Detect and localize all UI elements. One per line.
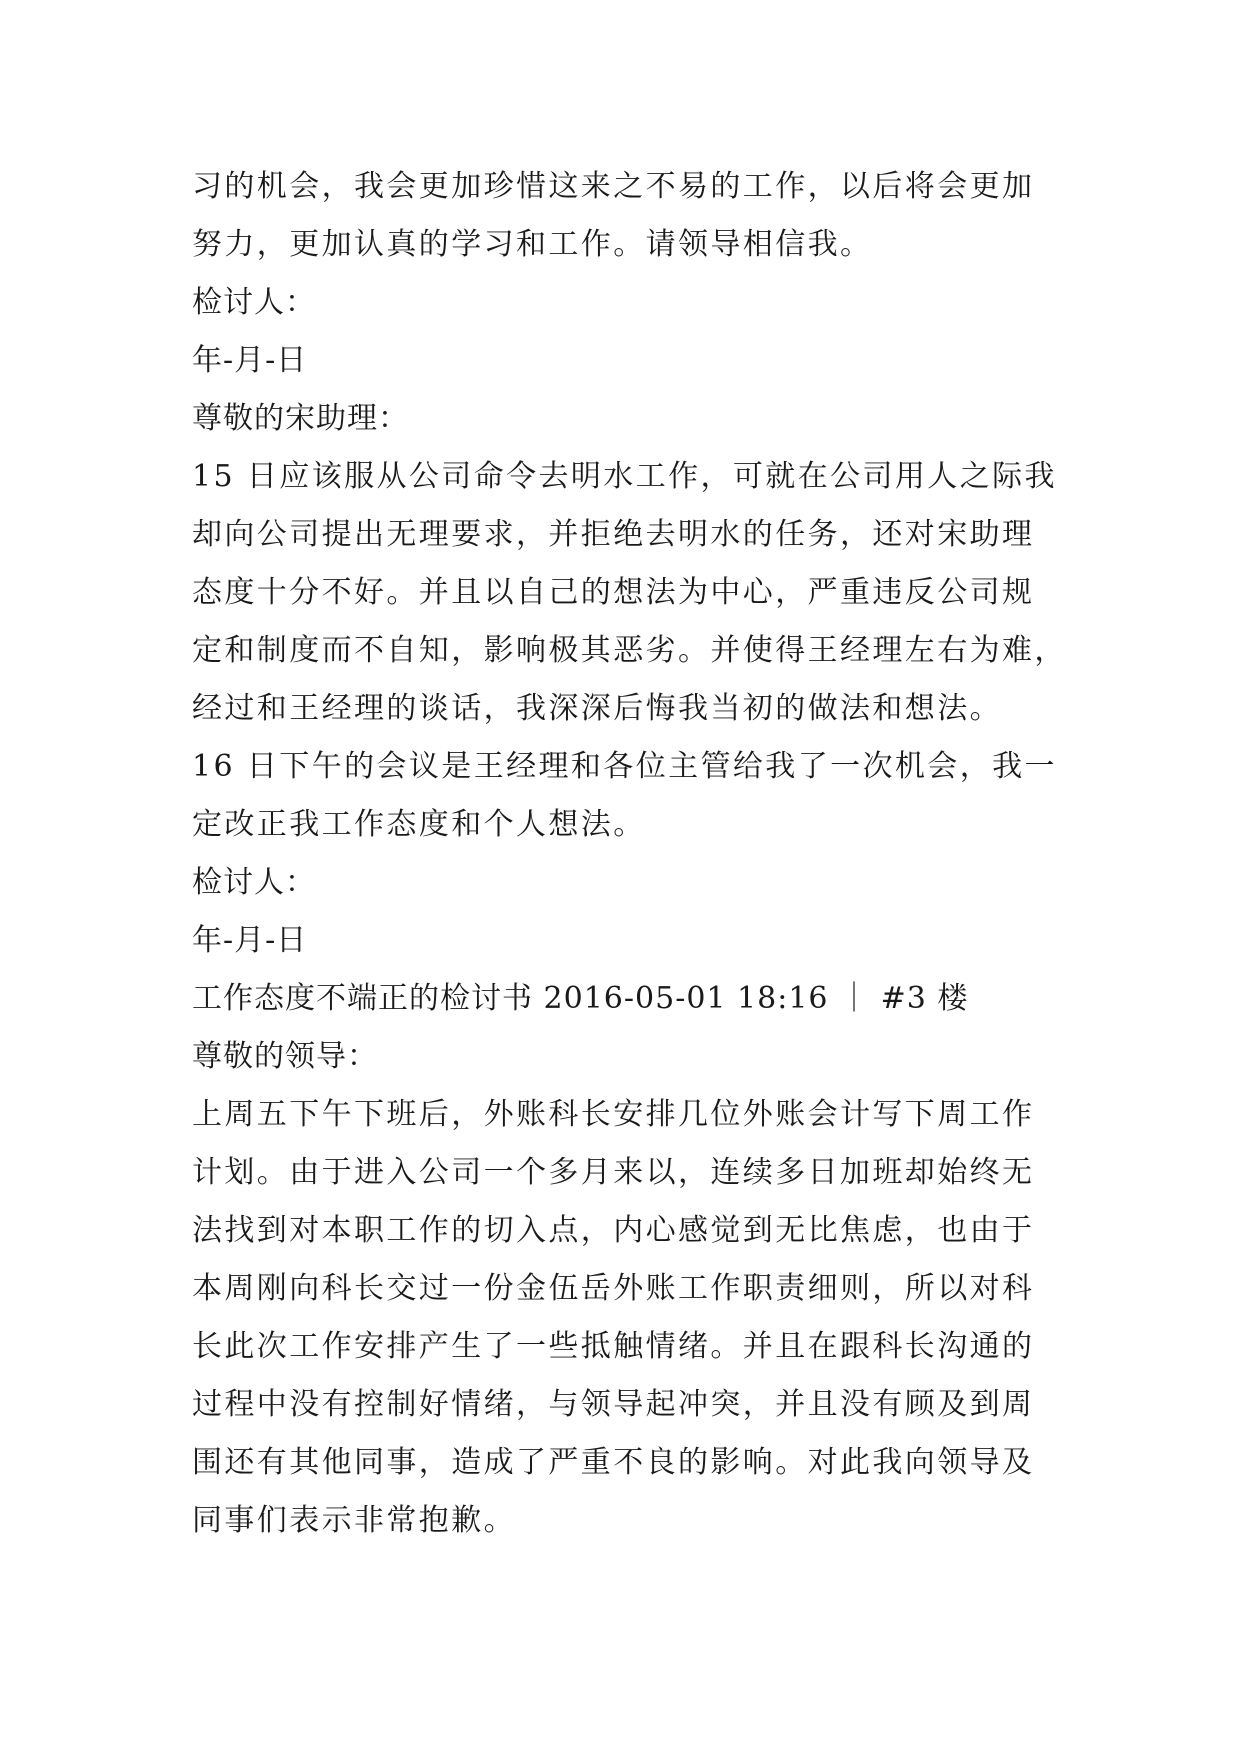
text-line: 努力，更加认真的学习和工作。请领导相信我。 [192, 227, 873, 262]
salutation: 尊敬的领导： [192, 1039, 378, 1074]
date-placeholder: 年-月-日 [192, 923, 308, 958]
text-line: 定改正我工作态度和个人想法。 [192, 807, 646, 842]
signature-label: 检讨人： [192, 285, 316, 320]
text-line: 上周五下午下班后，外账科长安排几位外账会计写下周工作 [192, 1097, 1035, 1132]
text-line: 长此次工作安排产生了一些抵触情绪。并且在跟科长沟通的 [192, 1329, 1035, 1364]
signature-label: 检讨人： [192, 865, 316, 900]
section-heading: 工作态度不端正的检讨书 2016-05-01 18:16 ｜ #3 楼 [192, 981, 969, 1016]
text-line: 经过和王经理的谈话，我深深后悔我当初的做法和想法。 [192, 691, 1002, 726]
text-line: 同事们表示非常抱歉。 [192, 1503, 516, 1538]
text-line: 法找到对本职工作的切入点，内心感觉到无比焦虑，也由于 [192, 1213, 1035, 1248]
text-line: 定和制度而不自知，影响极其恶劣。并使得王经理左右为难， [192, 633, 1067, 668]
date-placeholder: 年-月-日 [192, 343, 308, 378]
text-line: 却向公司提出无理要求，并拒绝去明水的任务，还对宋助理 [192, 517, 1035, 552]
text-line: 围还有其他同事，造成了严重不良的影响。对此我向领导及 [192, 1445, 1035, 1480]
text-line: 习的机会，我会更加珍惜这来之不易的工作，以后将会更加 [192, 169, 1035, 204]
document-body [192, 158, 1067, 1550]
salutation: 尊敬的宋助理： [192, 401, 409, 436]
text-line: 15 日应该服从公司命令去明水工作，可就在公司用人之际我 [192, 459, 1057, 494]
text-line: 计划。由于进入公司一个多月来以，连续多日加班却始终无 [192, 1155, 1035, 1190]
text-line: 16 日下午的会议是王经理和各位主管给我了一次机会，我一 [192, 749, 1057, 784]
text-line: 态度十分不好。并且以自己的想法为中心，严重违反公司规 [192, 575, 1035, 610]
text-line: 本周刚向科长交过一份金伍岳外账工作职责细则，所以对科 [192, 1271, 1035, 1306]
text-line: 过程中没有控制好情绪，与领导起冲突，并且没有顾及到周 [192, 1387, 1035, 1422]
